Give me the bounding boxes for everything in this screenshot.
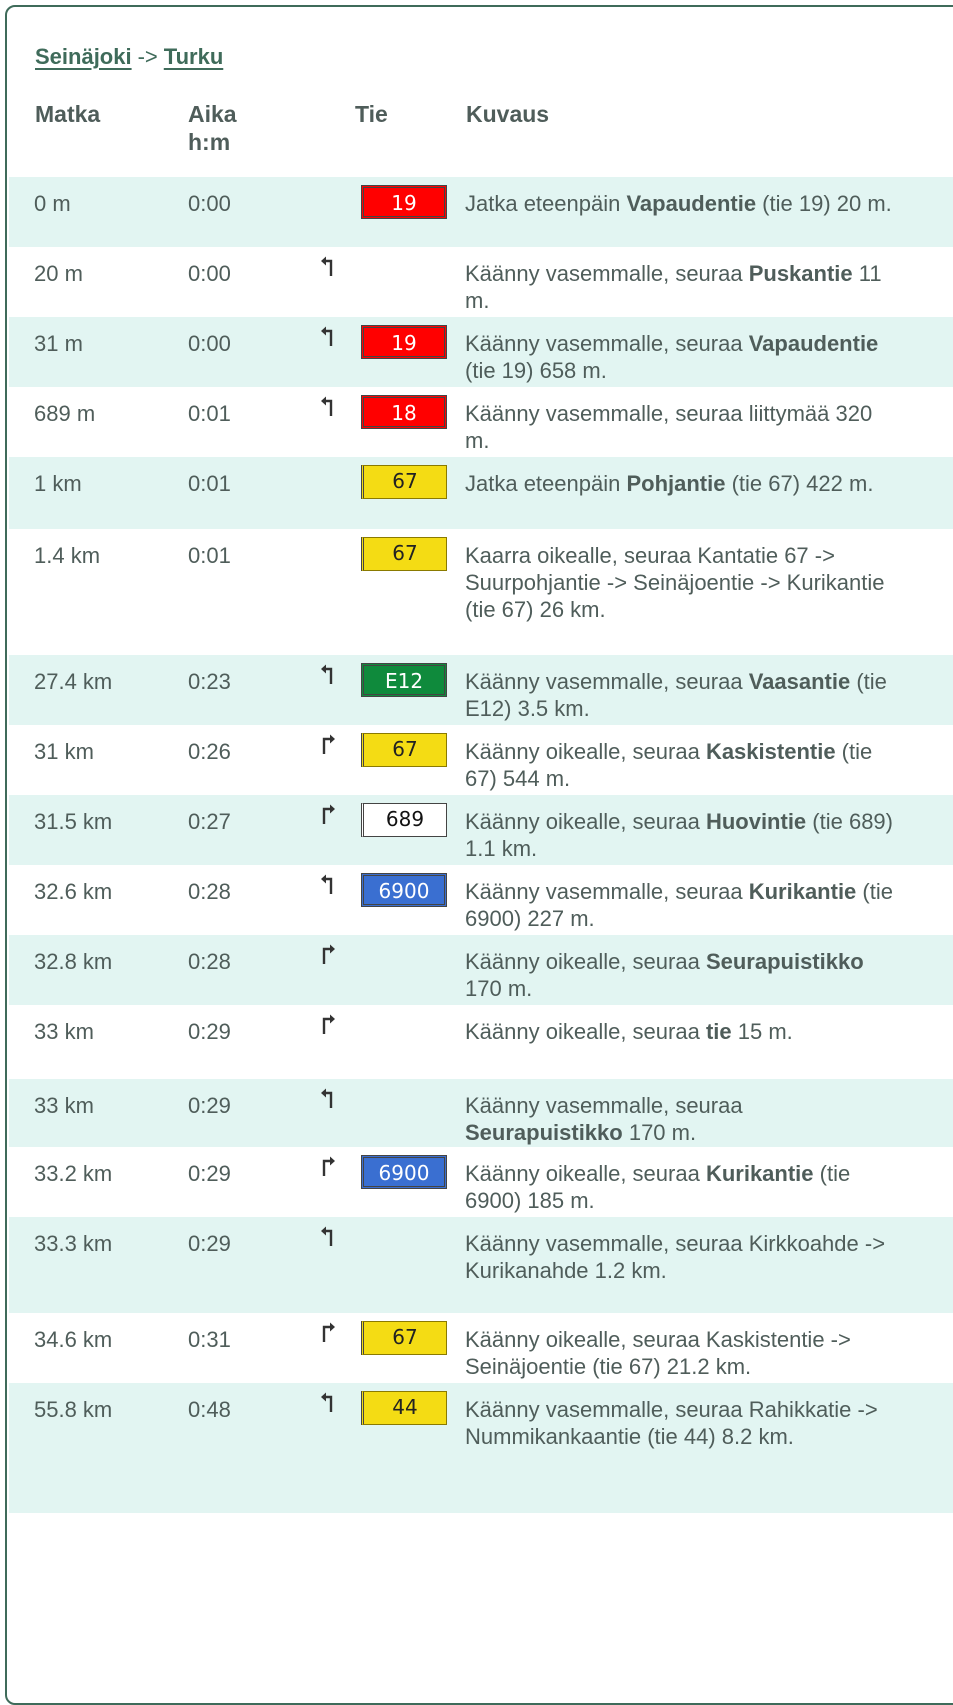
distance-value: 55.8 km bbox=[34, 1397, 113, 1422]
direction-row bbox=[9, 1147, 953, 1217]
street-name: Pohjantie bbox=[626, 471, 726, 496]
distance-value: 33.2 km bbox=[34, 1161, 113, 1186]
road-number-badge bbox=[361, 185, 447, 219]
distance-value: 1 km bbox=[34, 471, 82, 496]
instruction-fragment: 170 m. bbox=[465, 976, 533, 1001]
road-number-badge bbox=[361, 1391, 447, 1425]
time-value: 0:29 bbox=[188, 1231, 231, 1256]
instruction-text bbox=[465, 260, 895, 314]
direction-row bbox=[9, 1079, 953, 1147]
distance-value: 32.8 km bbox=[34, 949, 113, 974]
road-number: 18 bbox=[361, 395, 447, 429]
time-value: 0:01 bbox=[188, 471, 231, 496]
distance-value: 1.4 km bbox=[34, 543, 101, 568]
distance-value: 31.5 km bbox=[34, 809, 113, 834]
instruction-fragment: Käänny vasemmalle, seuraa Kirkkoahde -> Kurikanahde 1.2 km. bbox=[465, 1231, 886, 1283]
instruction-text bbox=[465, 878, 895, 932]
distance-value: 33 km bbox=[34, 1093, 94, 1118]
distance-value: 689 m bbox=[34, 401, 96, 426]
road-number-badge bbox=[361, 803, 447, 837]
street-name: Seurapuistikko bbox=[705, 949, 864, 974]
distance-value: 34.6 km bbox=[34, 1327, 113, 1352]
left-turn-icon bbox=[320, 325, 336, 347]
direction-row bbox=[9, 795, 953, 865]
instruction-fragment: Käänny vasemmalle, seuraa bbox=[465, 879, 749, 904]
instruction-fragment: Käänny vasemmalle, seuraa bbox=[465, 331, 749, 356]
time-value: 0:26 bbox=[188, 739, 231, 764]
instruction-text bbox=[465, 1326, 895, 1380]
time-value: 0:23 bbox=[188, 669, 231, 694]
header-time bbox=[188, 100, 237, 156]
time-value: 0:01 bbox=[188, 543, 231, 568]
header-distance: Matka bbox=[35, 101, 101, 127]
instruction-fragment: (tie 19) 658 m. bbox=[465, 358, 607, 383]
instruction-fragment: Käänny vasemmalle, seuraa bbox=[465, 669, 749, 694]
instruction-fragment: Käänny oikealle, seuraa Kaskistentie -> Seinäjoentie (tie 67) 21.2 km. bbox=[465, 1327, 851, 1379]
distance-value: 0 m bbox=[34, 191, 71, 216]
left-turn-icon bbox=[320, 1225, 336, 1247]
road-number-badge bbox=[361, 873, 447, 907]
direction-row bbox=[9, 387, 953, 457]
street-name: Vapaudentie bbox=[748, 331, 879, 356]
left-turn-icon bbox=[320, 255, 336, 277]
distance-value: 31 km bbox=[34, 739, 94, 764]
time-value: 0:31 bbox=[188, 1327, 231, 1352]
instruction-fragment: Käänny vasemmalle, seuraa liittymää 320 m. bbox=[465, 401, 873, 453]
distance-value: 20 m bbox=[34, 261, 83, 286]
instruction-text bbox=[465, 738, 895, 792]
road-number-badge bbox=[361, 465, 447, 499]
left-turn-icon bbox=[320, 395, 336, 417]
instruction-text bbox=[465, 1092, 895, 1146]
direction-row bbox=[9, 725, 953, 795]
instruction-fragment: (tie 6900) 185 m. bbox=[465, 1161, 851, 1213]
road-number-badge bbox=[361, 395, 447, 429]
instruction-text bbox=[465, 1396, 895, 1450]
time-value: 0:48 bbox=[188, 1397, 231, 1422]
time-value: 0:29 bbox=[188, 1019, 231, 1044]
direction-row bbox=[9, 177, 953, 247]
instruction-fragment: (tie E12) 3.5 km. bbox=[465, 669, 887, 721]
instruction-text bbox=[465, 948, 895, 1002]
direction-row bbox=[9, 317, 953, 387]
right-turn-icon bbox=[320, 733, 336, 755]
time-value: 0:01 bbox=[188, 401, 231, 426]
instruction-fragment: Käänny oikealle, seuraa bbox=[465, 1019, 706, 1044]
instruction-text bbox=[465, 808, 895, 862]
instruction-fragment: Jatka eteenpäin bbox=[465, 191, 627, 216]
road-number: 19 bbox=[361, 325, 447, 359]
instruction-fragment: 170 m. bbox=[622, 1120, 697, 1145]
road-number: 67 bbox=[361, 465, 447, 499]
left-turn-icon bbox=[320, 1391, 336, 1413]
route-origin-link[interactable]: Seinäjoki bbox=[35, 44, 132, 69]
instruction-fragment: (tie 67) 544 m. bbox=[465, 739, 873, 791]
road-number: 6900 bbox=[361, 873, 447, 907]
road-number-badge bbox=[361, 537, 447, 571]
time-value: 0:27 bbox=[188, 809, 231, 834]
road-number-badge bbox=[361, 1321, 447, 1355]
street-name: tie bbox=[705, 1019, 732, 1044]
header-road: Tie bbox=[355, 101, 388, 127]
street-name: Puskantie bbox=[748, 261, 853, 286]
instruction-fragment: Käänny vasemmalle, seuraa bbox=[465, 1093, 743, 1118]
directions-table bbox=[9, 177, 953, 1513]
right-turn-icon bbox=[320, 1321, 336, 1343]
street-name: Kurikantie bbox=[705, 1161, 814, 1186]
instruction-fragment: Käänny oikealle, seuraa bbox=[465, 1161, 706, 1186]
time-value: 0:29 bbox=[188, 1161, 231, 1186]
instruction-fragment: 11 m. bbox=[465, 261, 882, 313]
time-value: 0:28 bbox=[188, 949, 231, 974]
distance-value: 33 km bbox=[34, 1019, 94, 1044]
direction-row bbox=[9, 457, 953, 529]
time-value: 0:00 bbox=[188, 261, 231, 286]
direction-row bbox=[9, 247, 953, 317]
instruction-fragment: Käänny oikealle, seuraa bbox=[465, 949, 706, 974]
right-turn-icon bbox=[320, 1155, 336, 1177]
time-value: 0:29 bbox=[188, 1093, 231, 1118]
instruction-text bbox=[465, 330, 895, 384]
direction-row bbox=[9, 1383, 953, 1513]
road-number: 67 bbox=[361, 1321, 447, 1355]
road-number-badge bbox=[361, 325, 447, 359]
time-value: 0:00 bbox=[188, 191, 231, 216]
instruction-text bbox=[465, 190, 895, 217]
instruction-fragment: Käänny oikealle, seuraa bbox=[465, 739, 706, 764]
distance-value: 33.3 km bbox=[34, 1231, 113, 1256]
street-name: Kurikantie bbox=[748, 879, 857, 904]
instruction-text bbox=[465, 470, 895, 497]
time-value: 0:28 bbox=[188, 879, 231, 904]
left-turn-icon bbox=[320, 663, 336, 685]
instruction-fragment: Käänny vasemmalle, seuraa bbox=[465, 261, 749, 286]
road-number: 44 bbox=[361, 1391, 447, 1425]
instruction-text bbox=[465, 400, 895, 454]
road-number: 6900 bbox=[361, 1155, 447, 1189]
direction-row bbox=[9, 1313, 953, 1383]
street-name: Vaasantie bbox=[748, 669, 851, 694]
right-turn-icon bbox=[320, 1013, 336, 1035]
instruction-text bbox=[465, 1230, 895, 1284]
instruction-text bbox=[465, 1018, 895, 1045]
road-number: 19 bbox=[361, 185, 447, 219]
right-turn-icon bbox=[320, 803, 336, 825]
header-description: Kuvaus bbox=[466, 101, 550, 127]
direction-row bbox=[9, 1217, 953, 1313]
right-turn-icon bbox=[320, 943, 336, 965]
instruction-fragment: (tie 6900) 227 m. bbox=[465, 879, 893, 931]
street-name: Vapaudentie bbox=[626, 191, 757, 216]
street-name: Huovintie bbox=[705, 809, 807, 834]
instruction-text bbox=[465, 668, 895, 722]
distance-value: 31 m bbox=[34, 331, 83, 356]
road-number: 689 bbox=[361, 803, 447, 837]
road-number-badge bbox=[361, 663, 447, 697]
distance-value: 32.6 km bbox=[34, 879, 113, 904]
left-turn-icon bbox=[320, 873, 336, 895]
instruction-fragment: Käänny oikealle, seuraa bbox=[465, 809, 706, 834]
route-title bbox=[35, 44, 223, 70]
route-separator: -> bbox=[137, 44, 158, 69]
road-number-badge bbox=[361, 733, 447, 767]
instruction-fragment: (tie 689) 1.1 km. bbox=[465, 809, 893, 861]
instruction-text bbox=[465, 1160, 895, 1214]
instruction-fragment: Käänny vasemmalle, seuraa Rahikkatie -> Nummikankaantie (tie 44) 8.2 km. bbox=[465, 1397, 878, 1449]
route-destination-link[interactable]: Turku bbox=[163, 44, 224, 69]
instruction-fragment: Kaarra oikealle, seuraa Kantatie 67 -> Suurpohjantie -> Seinäjoentie -> Kurikantie (tie 67) 26 km. bbox=[465, 543, 885, 622]
left-turn-icon bbox=[320, 1087, 336, 1109]
road-number: 67 bbox=[361, 733, 447, 767]
road-number: E12 bbox=[361, 663, 447, 697]
road-number-badge bbox=[361, 1155, 447, 1189]
instruction-fragment: (tie 67) 422 m. bbox=[725, 471, 874, 496]
time-value: 0:00 bbox=[188, 331, 231, 356]
direction-row bbox=[9, 865, 953, 935]
instruction-fragment: 15 m. bbox=[731, 1019, 793, 1044]
street-name: Seurapuistikko bbox=[465, 1120, 623, 1145]
road-number: 67 bbox=[361, 537, 447, 571]
direction-row bbox=[9, 935, 953, 1005]
direction-row bbox=[9, 1005, 953, 1079]
header-time-label: Aika bbox=[188, 101, 237, 127]
direction-row bbox=[9, 655, 953, 725]
instruction-fragment: Jatka eteenpäin bbox=[465, 471, 627, 496]
distance-value: 27.4 km bbox=[34, 669, 113, 694]
instruction-text bbox=[465, 542, 895, 623]
instruction-fragment: (tie 19) 20 m. bbox=[756, 191, 892, 216]
header-time-unit: h:m bbox=[188, 129, 231, 155]
street-name: Kaskistentie bbox=[705, 739, 836, 764]
direction-row bbox=[9, 529, 953, 655]
